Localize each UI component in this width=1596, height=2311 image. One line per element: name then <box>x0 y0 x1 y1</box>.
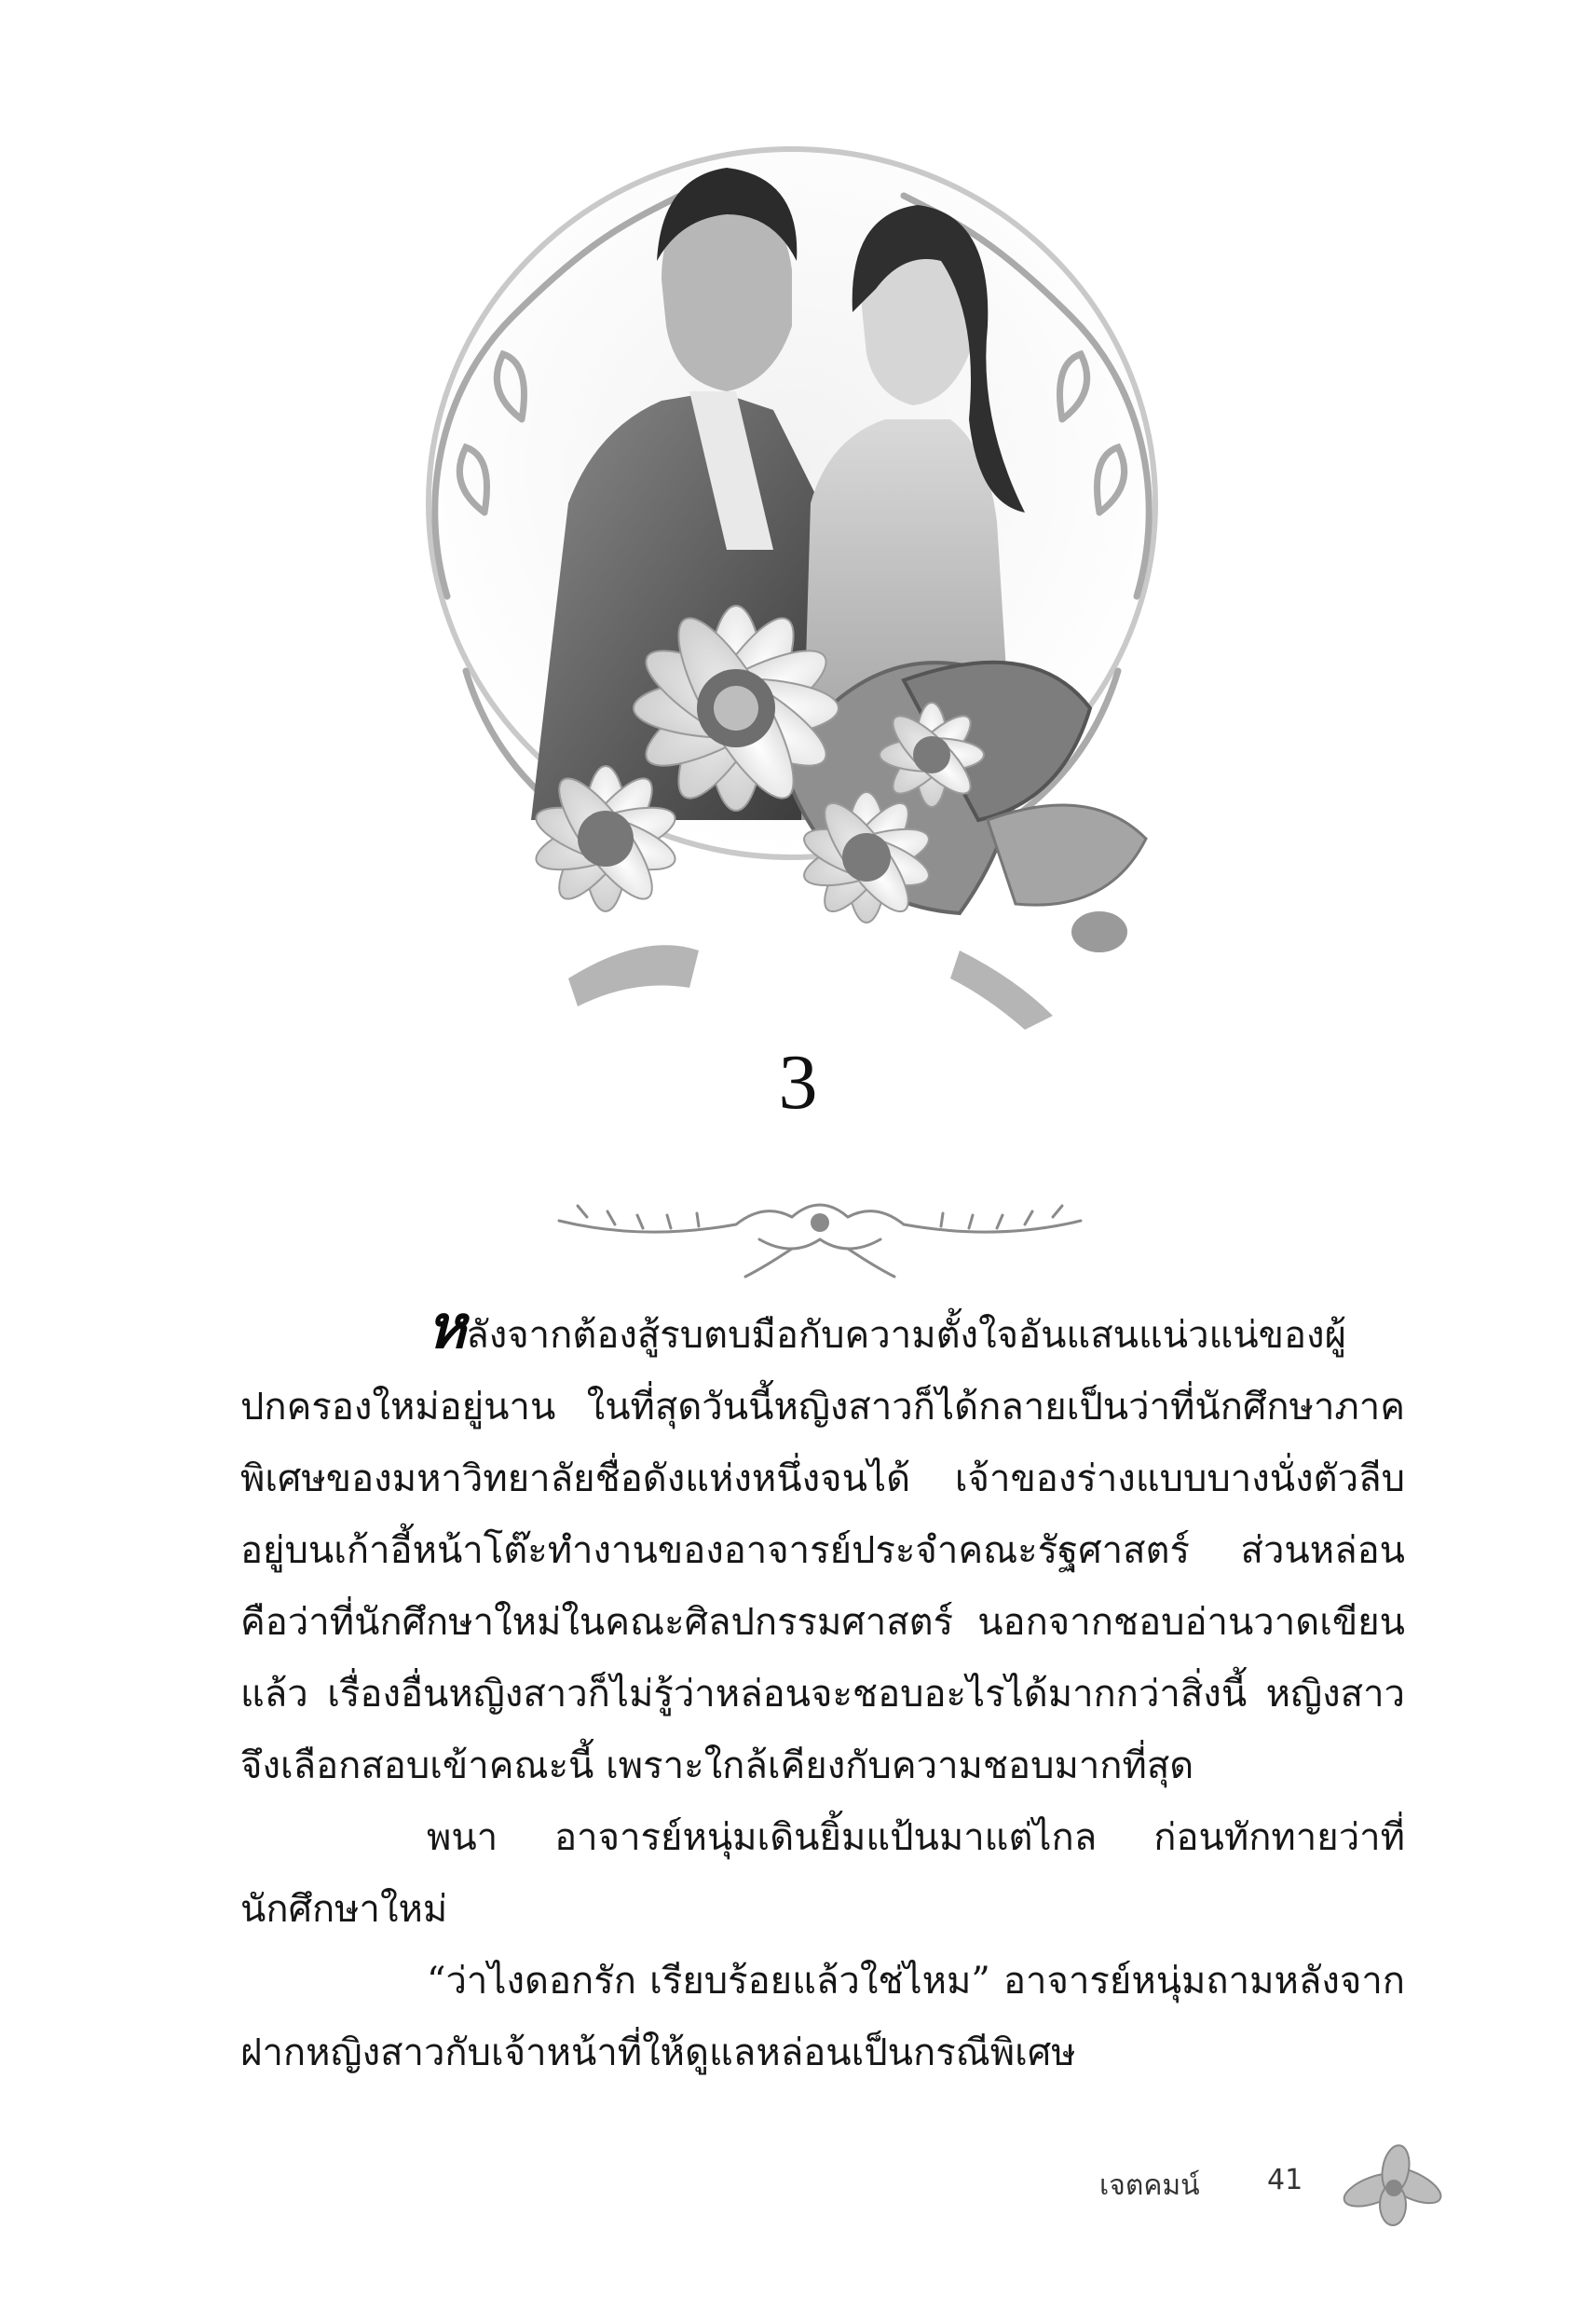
chapter-number: 3 <box>778 1039 818 1126</box>
running-head: เจตคมน์ <box>1099 2169 1200 2202</box>
paragraph-text: ลังจากต้องสู้รบตบมือกับความตั้งใจอันแสนแน่วแน่ของผู้ปกครองใหม่อยู่นาน ในที่สุดวันนี้หญิงสาวก็ได้กลายเป็นว่าที่นักศึกษาภาคพิเศษของมหาวิทยาลัยชื่อดังแห่งหนึ่งจนได้ เจ้าของร่างแบบบางนั่งตัวลีบอยู่บนเก้าอี้หน้าโต๊ะทำงานของอาจารย์ประจำคณะรัฐศาสตร์ ส่วนหล่อนคือว่าที่นักศึกษาใหม่ในคณะศิลปกรรมศาสตร์ นอกจากชอบอ่านวาดเขียนแล้ว เรื่องอื่นหญิงสาวก็ไม่รู้ว่าหล่อนจะชอบอะไรได้มากกว่าสิ่งนี้ หญิงสาวจึงเลือกสอบเข้าคณะนี้ เพราะใกล้เคียงกับความชอบมากที่สุด <box>240 1314 1405 1787</box>
page-number: 41 <box>1267 2164 1303 2196</box>
body-text <box>240 1292 1405 2089</box>
paragraph <box>240 1292 1405 1802</box>
flower-ornament-icon <box>1323 2143 1463 2227</box>
paragraph: พนา อาจารย์หนุ่มเดินยิ้มแป้นมาแต่ไกล ก่อนทักทายว่าที่นักศึกษาใหม่ <box>240 1816 1405 1931</box>
drop-cap: ห <box>427 1292 467 1362</box>
ornament-divider <box>550 1183 1090 1286</box>
paragraph: “ว่าไงดอกรัก เรียบร้อยแล้วใช่ไหม” อาจารย์หนุ่มถามหลังจากฝากหญิงสาวกับเจ้าหน้าที่ให้ดูแลหล่อนเป็นกรณีพิเศษ <box>240 1960 1405 2074</box>
couple-illustration <box>382 112 1202 1044</box>
page-footer <box>1099 2143 1491 2227</box>
